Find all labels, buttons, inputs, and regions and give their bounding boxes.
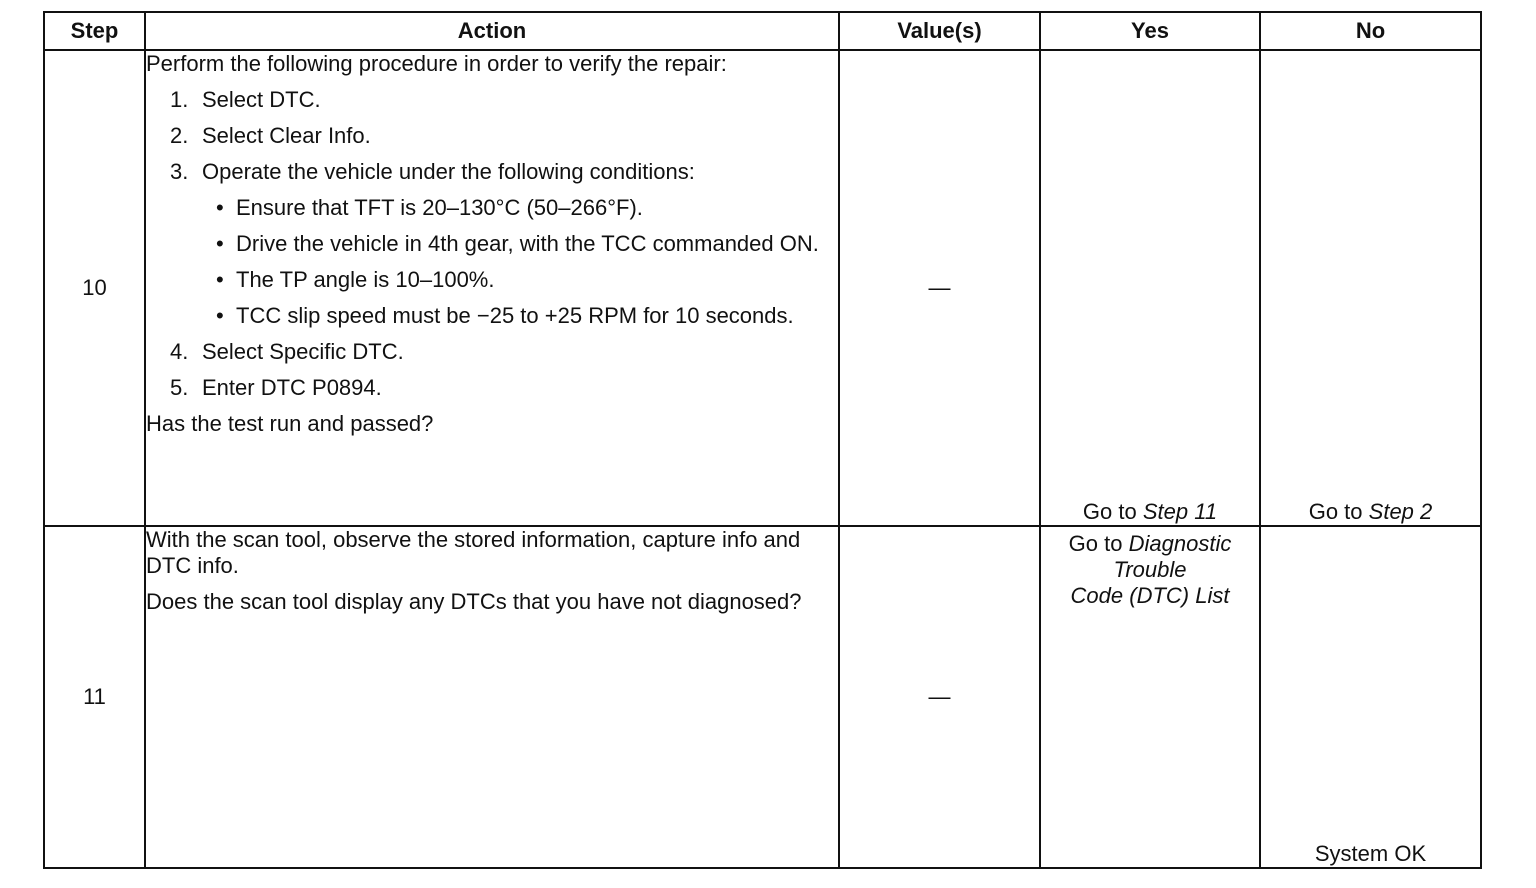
step-index: 3.	[170, 159, 189, 184]
yes-target-link-line2[interactable]: Trouble	[1113, 557, 1187, 582]
procedure-step	[170, 375, 838, 401]
yes-cell	[1040, 50, 1260, 526]
condition-text: Ensure that TFT is 20–130°C (50–266°F).	[236, 195, 643, 220]
condition-text: TCC slip speed must be −25 to +25 RPM for 10 seconds.	[236, 303, 794, 328]
condition-item	[216, 195, 838, 221]
no-result: System OK	[1314, 841, 1427, 866]
no-target-link[interactable]: Step 2	[1368, 499, 1433, 524]
table-row	[44, 50, 1481, 526]
no-cell	[1260, 526, 1481, 868]
procedure-step	[170, 339, 838, 365]
step-text: Select Specific DTC.	[202, 339, 404, 364]
step-text: Select Clear Info.	[202, 123, 371, 148]
table-row	[44, 526, 1481, 868]
action-intro: Perform the following procedure in order to verify the repair:	[146, 51, 727, 76]
condition-item	[216, 267, 838, 293]
condition-item	[216, 303, 838, 329]
action-question: Does the scan tool display any DTCs that you have not diagnosed?	[146, 589, 802, 614]
yes-prefix: Go to	[1082, 499, 1137, 524]
header-yes: Yes	[1040, 12, 1260, 50]
bullet-icon: •	[216, 267, 224, 292]
table-header-row	[44, 12, 1481, 50]
yes-cell	[1040, 526, 1260, 868]
value-cell: —	[839, 526, 1040, 868]
step-index: 1.	[170, 87, 189, 112]
condition-text: Drive the vehicle in 4th gear, with the TCC commanded ON.	[236, 231, 819, 256]
step-text: Operate the vehicle under the following conditions:	[202, 159, 695, 184]
condition-list	[202, 195, 838, 329]
no-prefix: Go to	[1308, 499, 1363, 524]
bullet-icon: •	[216, 303, 224, 328]
condition-text: The TP angle is 10–100%.	[236, 267, 495, 292]
header-step: Step	[44, 12, 145, 50]
action-cell	[145, 526, 839, 868]
step-index: 5.	[170, 375, 189, 400]
header-no: No	[1260, 12, 1481, 50]
step-number: 10	[44, 50, 145, 526]
condition-item	[216, 231, 838, 257]
value-cell: —	[839, 50, 1040, 526]
step-index: 2.	[170, 123, 189, 148]
step-index: 4.	[170, 339, 189, 364]
step-text: Select DTC.	[202, 87, 321, 112]
diagnostic-table	[43, 11, 1482, 869]
procedure-steps	[146, 87, 838, 401]
yes-target-link-line1[interactable]: Diagnostic	[1128, 531, 1232, 556]
procedure-step	[170, 159, 838, 329]
bullet-icon: •	[216, 231, 224, 256]
bullet-icon: •	[216, 195, 224, 220]
procedure-step	[170, 123, 838, 149]
header-values: Value(s)	[839, 12, 1040, 50]
no-cell	[1260, 50, 1481, 526]
action-question: Has the test run and passed?	[146, 411, 434, 436]
action-intro: With the scan tool, observe the stored information, capture info and DTC info.	[146, 527, 801, 578]
step-text: Enter DTC P0894.	[202, 375, 382, 400]
yes-target-link-line3[interactable]: Code (DTC) List	[1070, 583, 1230, 608]
header-action: Action	[145, 12, 839, 50]
step-number: 11	[44, 526, 145, 868]
yes-prefix: Go to	[1068, 531, 1123, 556]
yes-target-link[interactable]: Step 11	[1142, 499, 1218, 524]
procedure-step	[170, 87, 838, 113]
action-cell	[145, 50, 839, 526]
